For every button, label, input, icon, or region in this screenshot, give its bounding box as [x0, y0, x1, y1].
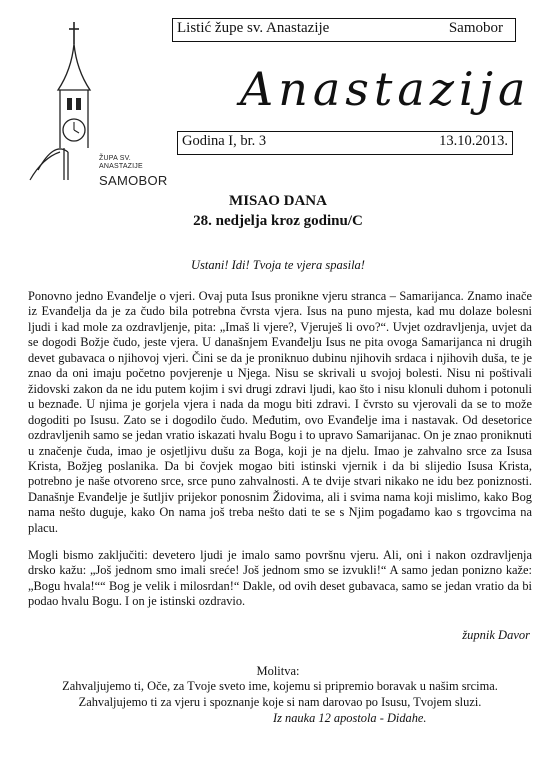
issue-number: Godina I, br. 3: [182, 133, 267, 149]
logo-caption-line2: ANASTAZIJE: [99, 163, 143, 170]
logo-caption-line1: ŽUPA SV.: [99, 155, 131, 162]
logo-caption: [99, 155, 143, 171]
logo-town: SAMOBOR: [99, 173, 168, 188]
prayer-source-title: Iz nauka 12 apostola: [273, 711, 377, 725]
parish-logo: [28, 20, 168, 190]
issue-date: 13.10.2013.: [439, 133, 508, 149]
prayer-text: Zahvaljujemo ti, Oče, za Tvoje sveto ime, kojemu si pripremio boravak u našim srcima. Zahvaljujemo ti za vjeru i spoznanje koje si nam darovao po Isusu, Tvojem sluzi.: [62, 679, 498, 709]
article-motto: Ustani! Idi! Tvoja te vjera spasila!: [191, 258, 365, 272]
prayer-source: [273, 711, 427, 726]
publication-name: Listić župe sv. Anastazije: [177, 20, 330, 36]
town-name: Samobor: [448, 20, 503, 36]
church-tower-icon: [28, 20, 168, 190]
article-paragraph-1: Ponovno jedno Evanđelje o vjeri. Ovaj puta Isus pronikne vjeru stranca – Samarijanca. Znamo inače iz Evanđelja da je za čudo bila potrebna čvrsta vjera. Isus na puno mjesta, kad mu dolaze bolesni ljudi i kad mole za ozdravljenje, pita: „Imaš li vjere?, Vjeruješ li ovo?“. Uvjet ozdravljenja, uvjet da se dogodi Božje čudo, jeste vjera. U današnjem Evanđelju Isus ne pita ovoga Samarijanca ni drugih devet gubavaca o njihovoj vjeri. Čini se da je proniknuo dubinu njihovih srdaca i njihovih duša, te je znao da oni imaju početno povjerenje u Njega. Nisu se skrivali u svojoj bolesti. Nisu ni poštivali židovski zakon da ne idu putem kojim i svi drugi zdravi ljudi, kao što i nisu klonuli duhom i potonuli u beznađe. U njima je gorjela vjera i nada da mogu biti zdravi. I čvrsto su vjerovali da se to može dogoditi po Isusu. Zato se i dogodilo čudo. Međutim, ovo Evanđelje ima i nastavak. Od desetorice ozdravljenih samo se jedan vratio iskazati hvalu Bogu i to upravo Samarijanac. On je znao proniknuti u značenje čuda, imao je osjetljivu dušu za Boga, koji je na djelu. Imao je zahvalno srce za Isusa Krista, Božjeg poslanika. Da bi čovjek mogao biti istinski vjernik i da bi slijedio Isusa Krista, potrebno je naše otvoreno srce, srce puno zahvalnosti. A te dvije stvari nikako ne idu bez poniznosti. Današnje Evanđelje je šutljiv prijekor ponosnim Židovima, ali i svima nama koji mislimo, kako Bog nama nešto duguje, kako On nama još treba nešto dati te se s Njim pogađamo kao s trgovcima na placu.: [28, 289, 532, 535]
prayer-source-separator: -: [376, 711, 387, 725]
prayer-source-name: Didahe.: [386, 711, 427, 725]
masthead-title: Anastazija: [240, 62, 531, 116]
article-paragraph-2: Mogli bismo zaključiti: devetero ljudi je imalo samo površnu vjeru. Ali, oni i nakon ozdravljenja drsko kažu: „Još jednom smo imali sreće! Još jednom smo se izvukli!“ A samo jedan ponizno kaže: „Bogu hvala!““ Bog je velik i milosrdan!“ Dakle, od ovih deset gubavaca, samo se jedan vratio da bi podao hvalu Bogu. I on je istinski ozdravio.: [28, 548, 532, 609]
publication-header-box: [172, 18, 516, 42]
signature: župnik Davor: [462, 628, 530, 642]
issue-box: [177, 131, 513, 155]
prayer-heading: Molitva:: [256, 664, 300, 678]
article-subtitle: 28. nedjelja kroz godinu/C: [193, 213, 363, 229]
article-title: MISAO DANA: [229, 193, 327, 209]
